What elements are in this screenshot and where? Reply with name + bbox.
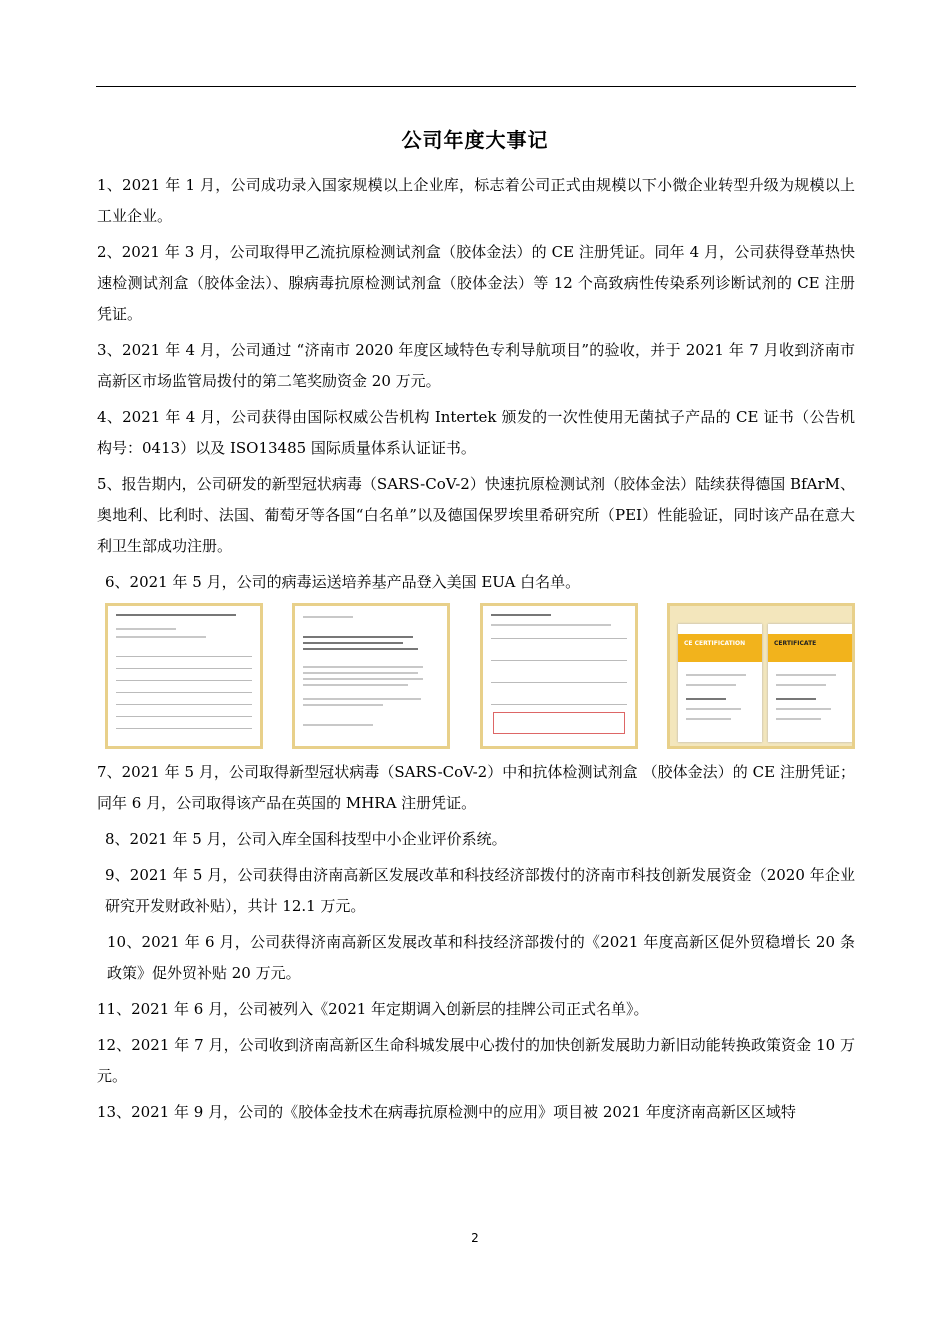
- certificate-photos: [667, 603, 855, 749]
- header-rule: [96, 86, 856, 87]
- document-body: [97, 170, 855, 1133]
- page-number: 2: [471, 1231, 479, 1245]
- whitelist-screenshot-3: [480, 603, 638, 749]
- paragraph-8: 8、2021 年 5 月，公司入库全国科技型中小企业评价系统。: [105, 830, 507, 848]
- paragraph-12: 12、2021 年 7 月，公司收到济南高新区生命科城发展中心拨付的加快创新发展助力新旧动能转换政策资金 10 万元。: [97, 1036, 855, 1085]
- paragraph-10: 10、2021 年 6 月，公司获得济南高新区发展改革和科技经济部拨付的《2021 年度高新区促外贸稳增长 20 条政策》促外贸补贴 20 万元。: [107, 933, 855, 982]
- ce-certificate: CE CERTIFICATION: [678, 624, 762, 742]
- paragraph-9: 9、2021 年 5 月，公司获得由济南高新区发展改革和科技经济部拨付的济南市科技创新发展资金（2020 年企业研究开发财政补贴），共计 12.1 万元。: [105, 866, 855, 915]
- document-image-strip: [105, 603, 855, 753]
- whitelist-screenshot-1: [105, 603, 263, 749]
- paragraph-4: 4、2021 年 4 月，公司获得由国际权威公告机构 Intertek 颁发的一次性使用无菌拭子产品的 CE 证书（公告机构号：0413）以及 ISO13485 国际质量体系认证证书。: [97, 408, 855, 457]
- paragraph-13: 13、2021 年 9 月，公司的《胶体金技术在病毒抗原检测中的应用》项目被 2021 年度济南高新区区域特: [97, 1103, 796, 1121]
- paragraph-6: 6、2021 年 5 月，公司的病毒运送培养基产品登入美国 EUA 白名单。: [105, 573, 581, 591]
- paragraph-1: 1、2021 年 1 月，公司成功录入国家规模以上企业库，标志着公司正式由规模以下小微企业转型升级为规模以上工业企业。: [97, 176, 855, 225]
- paragraph-5: 5、报告期内，公司研发的新型冠状病毒（SARS-CoV-2）快速抗原检测试剂（胶体金法）陆续获得德国 BfArM、奥地利、比利时、法国、葡萄牙等各国“白名单”以及德国保罗埃里希研究所（PEI）性能验证，同时该产品在意大利卫生部成功注册。: [97, 475, 855, 555]
- paragraph-7: 7、2021 年 5 月，公司取得新型冠状病毒（SARS-CoV-2）中和抗体检测试剂盒 （胶体金法）的 CE 注册凭证；同年 6 月，公司取得该产品在英国的 MHRA 注册凭证。: [97, 763, 855, 812]
- paragraph-3: 3、2021 年 4 月，公司通过 “济南市 2020 年度区域特色专利导航项目”的验收，并于 2021 年 7 月收到济南市高新区市场监管局拨付的第二笔奖励资金 20 万元。: [97, 341, 855, 390]
- whitelist-screenshot-2: [292, 603, 450, 749]
- page-title: 公司年度大事记: [401, 128, 549, 152]
- iso-certificate: CERTIFICATE: [768, 624, 852, 742]
- paragraph-11: 11、2021 年 6 月，公司被列入《2021 年定期调入创新层的挂牌公司正式名单》。: [97, 1000, 649, 1018]
- paragraph-2: 2、2021 年 3 月，公司取得甲乙流抗原检测试剂盒（胶体金法）的 CE 注册凭证。同年 4 月，公司获得登革热快速检测试剂盒（胶体金法）、腺病毒抗原检测试剂盒（胶体金法）等 12 个高致病性传染系列诊断试剂的 CE 注册凭证。: [97, 243, 855, 323]
